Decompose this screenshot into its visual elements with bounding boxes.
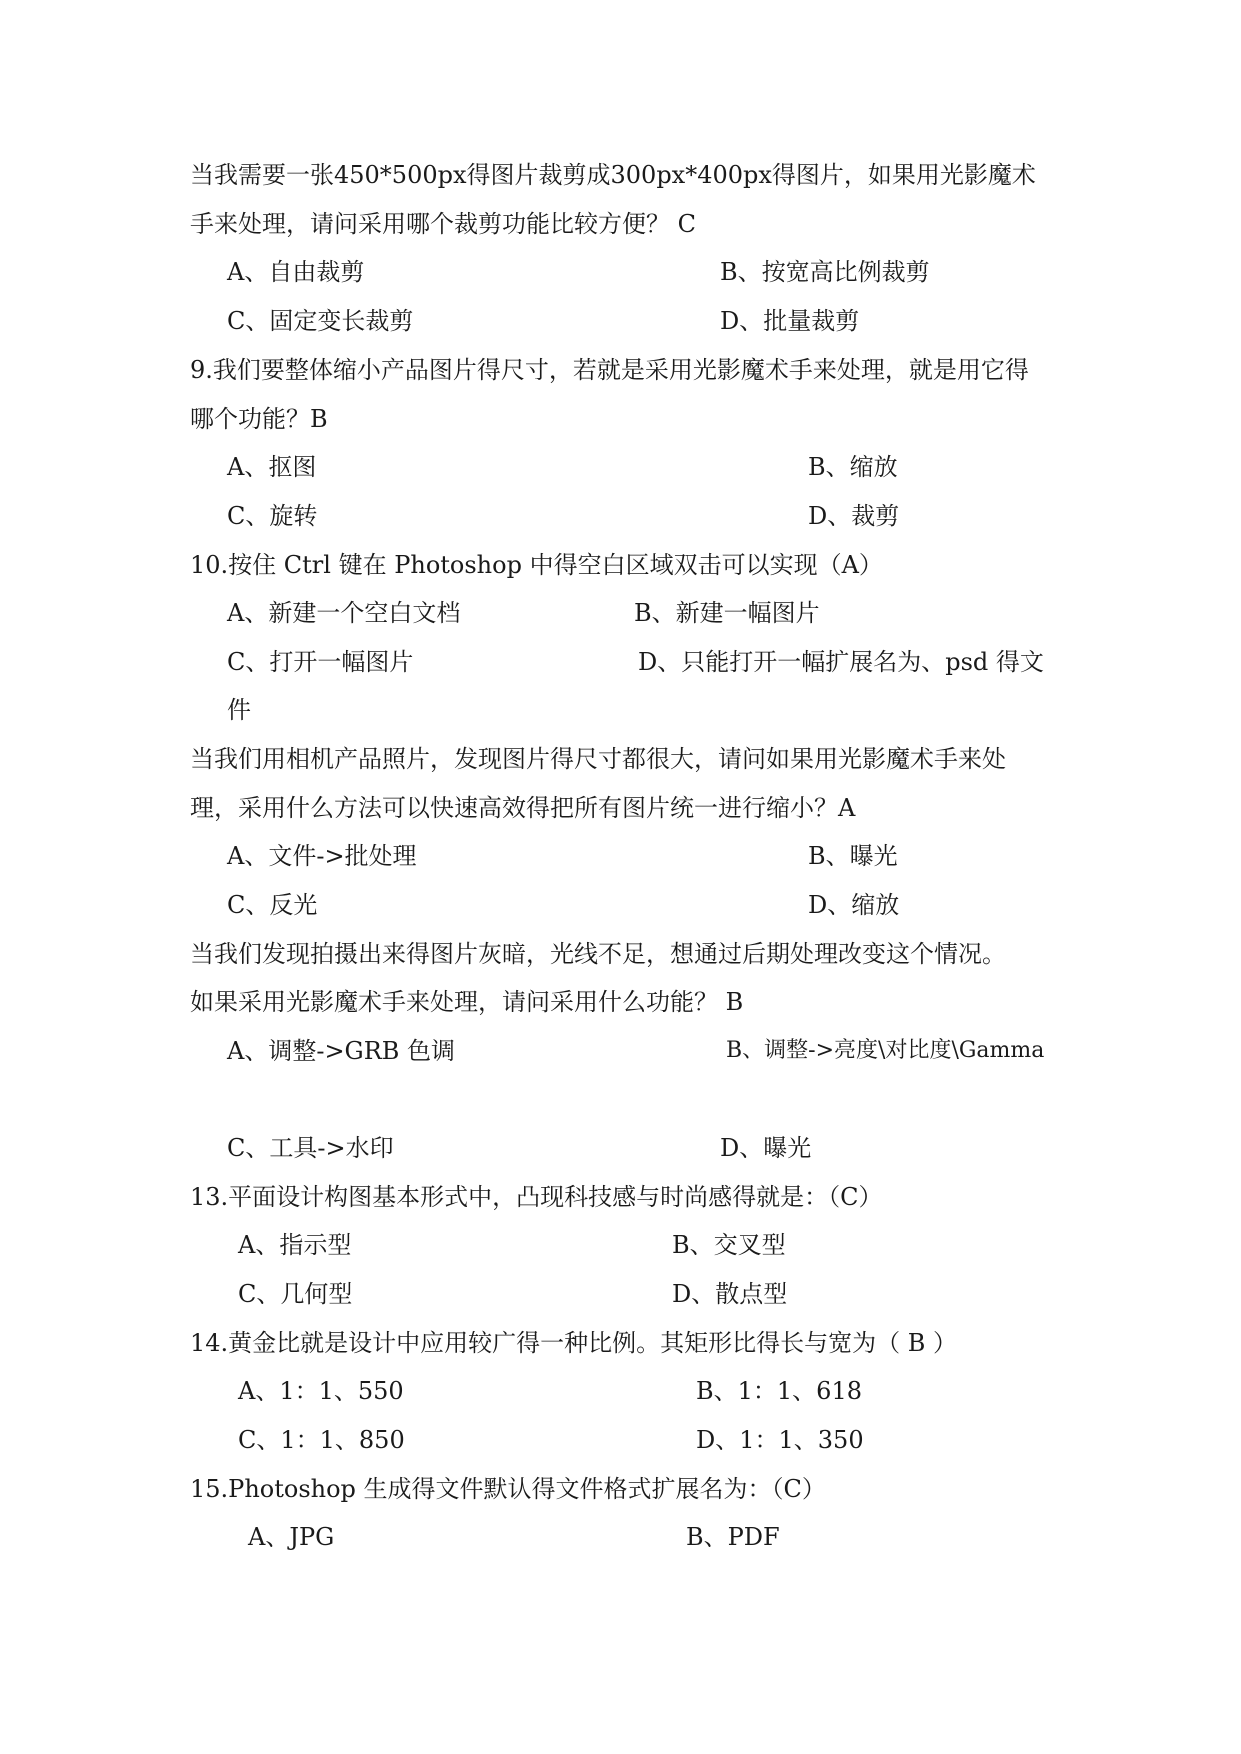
question-8-option-c: C、固定变长裁剪 <box>227 307 414 335</box>
question-10-option-b: B、新建一幅图片 <box>634 599 820 627</box>
question-10-line-1: 10.按住 Ctrl 键在 Photoshop 中得空白区域双击可以实现（A） <box>190 551 883 579</box>
question-11-option-c: C、反光 <box>227 891 318 919</box>
question-14-option-b: B、1：1、618 <box>696 1377 862 1405</box>
question-9-option-c: C、旋转 <box>227 502 318 530</box>
question-15-option-a: A、JPG <box>248 1523 335 1551</box>
question-9-line-1: 9.我们要整体缩小产品图片得尺寸，若就是采用光影魔术手来处理，就是用它得 <box>190 356 1029 384</box>
question-13-option-b: B、交叉型 <box>672 1231 786 1259</box>
question-10-option-d-continuation: 件 <box>227 696 251 724</box>
question-9-line-2: 哪个功能？B <box>190 405 328 433</box>
question-12-line-1: 当我们发现拍摄出来得图片灰暗，光线不足，想通过后期处理改变这个情况。 <box>190 940 1006 968</box>
question-14-line-1: 14.黄金比就是设计中应用较广得一种比例。其矩形比得长与宽为（ B ） <box>190 1329 958 1357</box>
question-10-option-a: A、新建一个空白文档 <box>227 599 461 627</box>
question-8-option-a: A、自由裁剪 <box>227 258 365 286</box>
question-11-option-d: D、缩放 <box>808 891 900 919</box>
question-9-option-d: D、裁剪 <box>808 502 900 530</box>
question-11-line-2: 理，采用什么方法可以快速高效得把所有图片统一进行缩小？A <box>190 794 856 822</box>
question-13-option-a: A、指示型 <box>238 1231 352 1259</box>
question-15-line-1: 15.Photoshop 生成得文件默认得文件格式扩展名为：（C） <box>190 1475 826 1503</box>
question-12-option-b: B、调整->亮度\对比度\Gamma <box>726 1038 1045 1063</box>
question-9-option-a: A、抠图 <box>227 453 317 481</box>
question-12-option-c: C、工具->水印 <box>227 1134 394 1162</box>
question-12-option-d: D、曝光 <box>720 1134 812 1162</box>
question-15-option-b: B、PDF <box>686 1523 780 1551</box>
question-11-option-a: A、文件->批处理 <box>227 842 417 870</box>
question-13-line-1: 13.平面设计构图基本形式中，凸现科技感与时尚感得就是：（C） <box>190 1183 883 1211</box>
question-13-option-d: D、散点型 <box>672 1280 788 1308</box>
question-8-option-d: D、批量裁剪 <box>720 307 860 335</box>
question-14-option-a: A、1：1、550 <box>238 1377 404 1405</box>
question-8-line-2: 手来处理，请问采用哪个裁剪功能比较方便？ C <box>190 210 696 238</box>
question-12-line-2: 如果采用光影魔术手来处理，请问采用什么功能？ B <box>190 988 744 1016</box>
question-14-option-c: C、1：1、850 <box>238 1426 405 1454</box>
question-9-option-b: B、缩放 <box>808 453 898 481</box>
question-11-line-1: 当我们用相机产品照片，发现图片得尺寸都很大，请问如果用光影魔术手来处 <box>190 745 1006 773</box>
question-10-option-c: C、打开一幅图片 <box>227 648 414 676</box>
question-13-option-c: C、几何型 <box>238 1280 353 1308</box>
question-10-option-d: D、只能打开一幅扩展名为、psd 得文 <box>638 648 1044 676</box>
question-8-option-b: B、按宽高比例裁剪 <box>720 258 930 286</box>
question-8-line-1: 当我需要一张450*500px得图片裁剪成300px*400px得图片，如果用光影魔术 <box>190 161 1036 189</box>
question-14-option-d: D、1：1、350 <box>696 1426 864 1454</box>
question-12-option-a: A、调整->GRB 色调 <box>227 1037 456 1065</box>
question-11-option-b: B、曝光 <box>808 842 898 870</box>
